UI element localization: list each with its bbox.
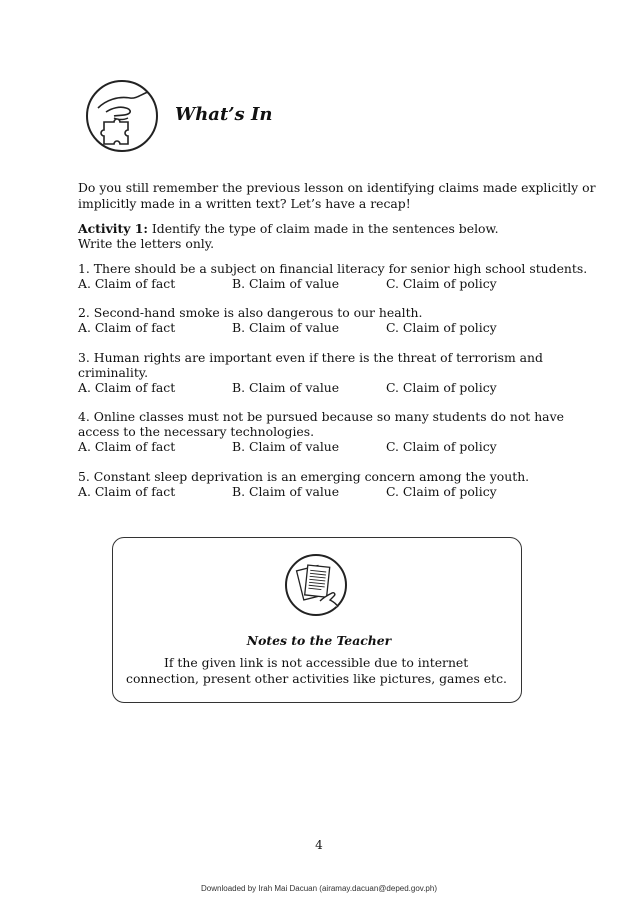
question-4-line-2: access to the necessary technologies.: [78, 424, 315, 439]
section-title: What’s In: [175, 104, 273, 125]
question-2-line-1: 2. Second-hand smoke is also dangerous to our health.: [78, 305, 423, 320]
intro-line-1: Do you still remember the previous lesson on identifying claims made explicitly or: [78, 180, 596, 195]
question-3-line-1: 3. Human rights are important even if there is the threat of terrorism and: [78, 350, 543, 365]
question-5-line-1: 5. Constant sleep deprivation is an emerging concern among the youth.: [78, 469, 530, 484]
question-1-line-1: 1. There should be a subject on financial literacy for senior high school students.: [78, 261, 588, 276]
papers-in-hand-icon: [284, 553, 348, 617]
option-a: A. Claim of fact: [78, 276, 176, 291]
option-b: B. Claim of value: [232, 320, 340, 335]
activity-instruction: [78, 221, 499, 236]
activity-instruction-text: Identify the type of claim made in the sentences below.: [147, 221, 499, 236]
option-c: C. Claim of policy: [386, 439, 497, 454]
download-footer: Downloaded by Irah Mai Dacuan (airamay.dacuan@deped.gov.ph): [201, 884, 437, 893]
option-a: A. Claim of fact: [78, 380, 176, 395]
option-a: A. Claim of fact: [78, 439, 176, 454]
option-b: B. Claim of value: [232, 276, 340, 291]
notes-line-1: If the given link is not accessible due to internet: [164, 655, 469, 670]
option-c: C. Claim of policy: [386, 484, 497, 499]
option-a: A. Claim of fact: [78, 320, 176, 335]
notes-title: Notes to the Teacher: [246, 633, 392, 648]
option-a: A. Claim of fact: [78, 484, 176, 499]
option-c: C. Claim of policy: [386, 380, 497, 395]
question-4-line-1: 4. Online classes must not be pursued because so many students do not have: [78, 409, 564, 424]
activity-label: Activity 1:: [78, 221, 148, 236]
activity-instruction-2: Write the letters only.: [78, 236, 215, 251]
question-3-line-2: criminality.: [78, 365, 149, 380]
puzzle-hand-icon: [84, 78, 160, 154]
page-number: 4: [315, 838, 323, 852]
option-c: C. Claim of policy: [386, 276, 497, 291]
option-b: B. Claim of value: [232, 380, 340, 395]
option-b: B. Claim of value: [232, 484, 340, 499]
intro-line-2: implicitly made in a written text? Let’s have a recap!: [78, 196, 411, 211]
notes-line-2: connection, present other activities like pictures, games etc.: [126, 671, 507, 686]
option-c: C. Claim of policy: [386, 320, 497, 335]
option-b: B. Claim of value: [232, 439, 340, 454]
